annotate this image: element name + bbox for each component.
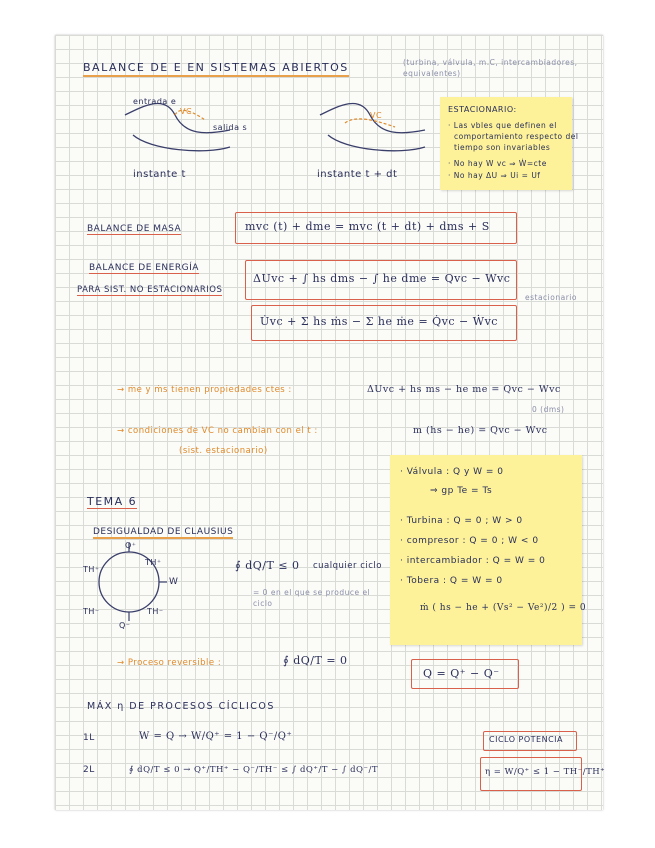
q-box-text: Q = Q⁺ − Q⁻ bbox=[423, 667, 500, 680]
remark-2-note: 0 (dms) bbox=[532, 405, 565, 414]
tema-subtitle: DESIGUALDAD DE CLAUSIUS bbox=[93, 527, 234, 537]
energy-balance-eq2: U̇vc + Σ hs ṁs − Σ he ṁe = Q̇vc − Ẇvc bbox=[260, 315, 498, 328]
sticky-line: tiempo son invariables bbox=[454, 143, 551, 152]
th-minus-left: TH⁻ bbox=[83, 607, 100, 616]
device-line: · Válvula : Q y W = 0 bbox=[400, 467, 504, 477]
remark-1-equation: ΔUvc + hs ms − he me = Qvc − Wvc bbox=[367, 384, 561, 395]
device-line: · intercambiador : Q = W = 0 bbox=[400, 556, 546, 566]
sticky-line: · No hay W vc ⇒ Ẇ=cte bbox=[448, 159, 547, 168]
device-line: ⇒ gp Te = Ts bbox=[430, 486, 493, 496]
remark-1-text: → ṁe y ṁs tienen propiedades ctes : bbox=[117, 385, 292, 395]
label-entrada: entrada e bbox=[133, 97, 177, 106]
reversible-equation: ∮ dQ/T = 0 bbox=[283, 654, 348, 667]
title-note: (turbina, válvula, m.C, intercambiadores, equivalentes) bbox=[403, 58, 578, 78]
notebook-page bbox=[55, 35, 606, 810]
law2-label: 2L bbox=[83, 765, 95, 775]
device-line: · Turbina : Q = 0 ; W > 0 bbox=[400, 516, 523, 526]
estacionario-note: estacionario bbox=[525, 293, 577, 302]
label-salida: salida s bbox=[213, 123, 248, 132]
section-title: BALANCE DE E EN SISTEMAS ABIERTOS bbox=[83, 61, 349, 77]
reversible-label: → Proceso reversible : bbox=[117, 658, 222, 668]
sticky-line: · Las vbles que definen el bbox=[448, 121, 557, 130]
efficiency-result: η = W/Q⁺ ≤ 1 − TH⁻/TH⁺ bbox=[485, 767, 606, 777]
remark-2-equation: m (hs − he) = Qvc − Wvc bbox=[413, 425, 548, 436]
tema-title: TEMA 6 bbox=[87, 495, 138, 508]
clausius-small-note-2: ciclo bbox=[253, 599, 273, 608]
max-eff-title: MÁX η DE PROCESOS CÍCLICOS bbox=[87, 701, 275, 712]
th-plus-right: TH⁺ bbox=[145, 558, 162, 567]
label-vc-left: VC bbox=[180, 107, 193, 116]
th-minus-right: TH⁻ bbox=[147, 607, 164, 616]
remark-2-text: → condiciones de VC no cambian con el t : bbox=[117, 426, 318, 436]
remark-2-sub: (sist. estacionario) bbox=[179, 446, 268, 456]
energy-balance-label: BALANCE DE ENERGÍA bbox=[89, 263, 199, 273]
clausius-inequality: ∮ dQ/T ≤ 0 bbox=[235, 559, 300, 572]
device-line: · Tobera : Q = W = 0 bbox=[400, 576, 503, 586]
th-plus-left: TH⁺ bbox=[83, 565, 100, 574]
energy-balance-eq1: ΔUvc + ∫ hs dms − ∫ he dme = Qvc − Wvc bbox=[253, 272, 511, 285]
clausius-note: cualquier ciclo bbox=[313, 561, 382, 571]
cycle-diagram bbox=[55, 35, 606, 810]
carnot-label: CICLO POTENCIA bbox=[489, 735, 564, 744]
device-line: · compresor : Q = 0 ; W < 0 bbox=[400, 536, 539, 546]
q-minus-label: Q⁻ bbox=[119, 621, 131, 630]
w-label: W bbox=[169, 577, 179, 587]
sticky-line: comportamiento respecto del bbox=[454, 132, 579, 141]
device-equation: ṁ ( hs − he + (Vs² − Ve²)/2 ) = 0 bbox=[420, 603, 587, 613]
energy-balance-sublabel: PARA SIST. NO ESTACIONARIOS bbox=[77, 285, 223, 295]
mass-balance-label: BALANCE DE MASA bbox=[87, 224, 182, 234]
law1-label: 1L bbox=[83, 733, 95, 743]
q-plus-label: Q⁺ bbox=[125, 541, 137, 550]
label-vc-right: VC bbox=[370, 111, 383, 120]
label-instante-t: instante t bbox=[133, 169, 186, 180]
clausius-small-note-1: = 0 en el que se produce el bbox=[253, 588, 371, 597]
label-instante-tdt: instante t + dt bbox=[317, 169, 398, 180]
law1-equation: W = Q → W/Q⁺ = 1 − Q⁻/Q⁺ bbox=[139, 731, 293, 742]
law2-equation: ∮ dQ/T ≤ 0 → Q⁺/TH⁺ − Q⁻/TH⁻ ≤ ∫ dQ⁺/T − ∫ dQ⁻/T bbox=[129, 765, 379, 775]
mass-balance-equation: mvc (t) + dme = mvc (t + dt) + dms + S bbox=[245, 220, 490, 233]
sticky-title: ESTACIONARIO: bbox=[448, 105, 517, 114]
sticky-line: · No hay ΔU ⇒ Ui = Uf bbox=[448, 171, 541, 180]
